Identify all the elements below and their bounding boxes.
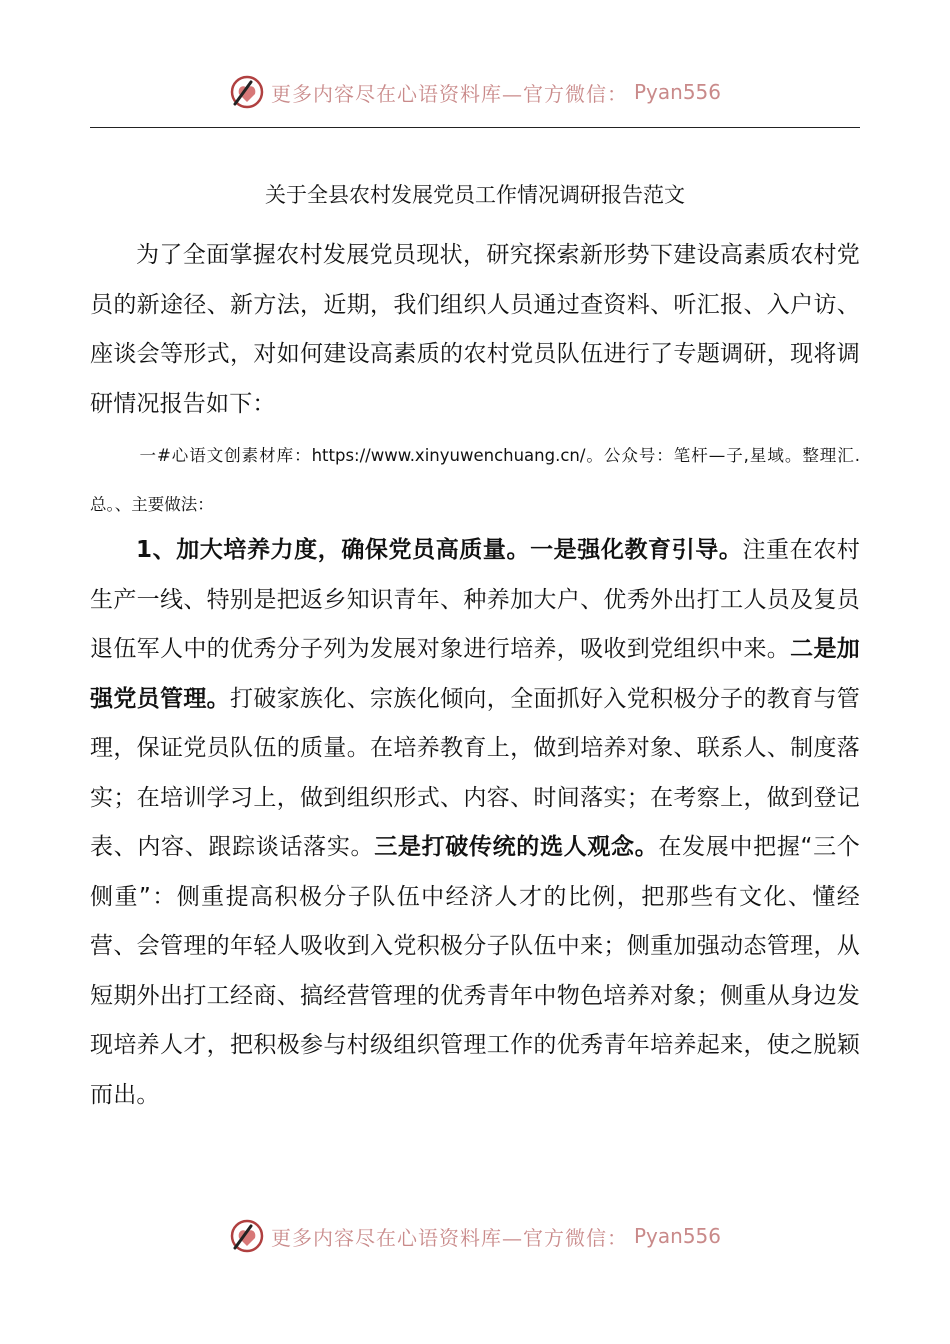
header-banner — [0, 70, 950, 114]
footer-banner-text: 更多内容尽在心语资料库—官方微信： — [270, 1225, 628, 1250]
point-1-text: 注重在农村生产一线、特别是把返乡知识青年、种养加大户、优秀外出打工人员及复员退伍军人中的优秀分子列为发展对象进行培养，吸收到党组织中来。 — [90, 537, 861, 662]
point-2-text: 打破家族化、宗族化倾向，全面抓好入党积极分子的教育与管理，保证党员队伍的质量。在培养教育上，做到培养对象、联系人、制度落实；在培训学习上，做到组织形式、内容、时间落实；在考察上，做到登记表、内容、跟踪谈话落实。 — [90, 685, 860, 860]
header-wechat-id: Pyan556 — [633, 80, 721, 104]
heart-pen-logo-icon — [229, 74, 265, 110]
point-3-text: 在发展中把握“三个侧重”：侧重提高积极分子队伍中经济人才的比例，把那些有文化、懂经营、会管理的年轻人吸收到入党积极分子队伍中来；侧重加强动态管理，从短期外出打工经商、搞经营管理的优秀青年中物色培养对象；侧重从身边发现培养人才，把积极参与村级组织管理工作的优秀青年培养起来，使之脱颖而出。 — [90, 834, 860, 1108]
intro-paragraph: 为了全面掌握农村发展党员现状，研究探索新形势下建设高素质农村党员的新途径、新方法，近期，我们组织人员通过查资料、听汇报、入户访、座谈会等形式，对如何建设高素质的农村党员队伍进行了专题调研，现将调研情况报告如下： — [90, 242, 860, 417]
section-1-heading: 1、加大培养力度，确保党员高质量。 — [136, 537, 531, 563]
footer-banner — [0, 1214, 950, 1258]
point-3-heading: 三是打破传统的选人观念。 — [374, 834, 659, 860]
footer-wechat-id: Pyan556 — [633, 1224, 721, 1248]
heart-pen-logo-icon — [229, 1218, 265, 1254]
header-banner-text: 更多内容尽在心语资料库—官方微信： — [270, 81, 628, 106]
document-title: 关于全县农村发展党员工作情况调研报告范文 — [265, 183, 685, 207]
point-1-heading: 一是强化教育引导。 — [530, 537, 743, 563]
source-note: 一#心语文创素材库：https://www.xinyuwenchuang.cn/。公众号：笔杆—子,星域。整理汇.总。、主要做法： — [90, 446, 860, 514]
header-divider — [90, 127, 860, 128]
section-1-paragraph — [90, 526, 860, 1120]
point-2-heading: 二是加强党员管理。 — [90, 636, 860, 712]
